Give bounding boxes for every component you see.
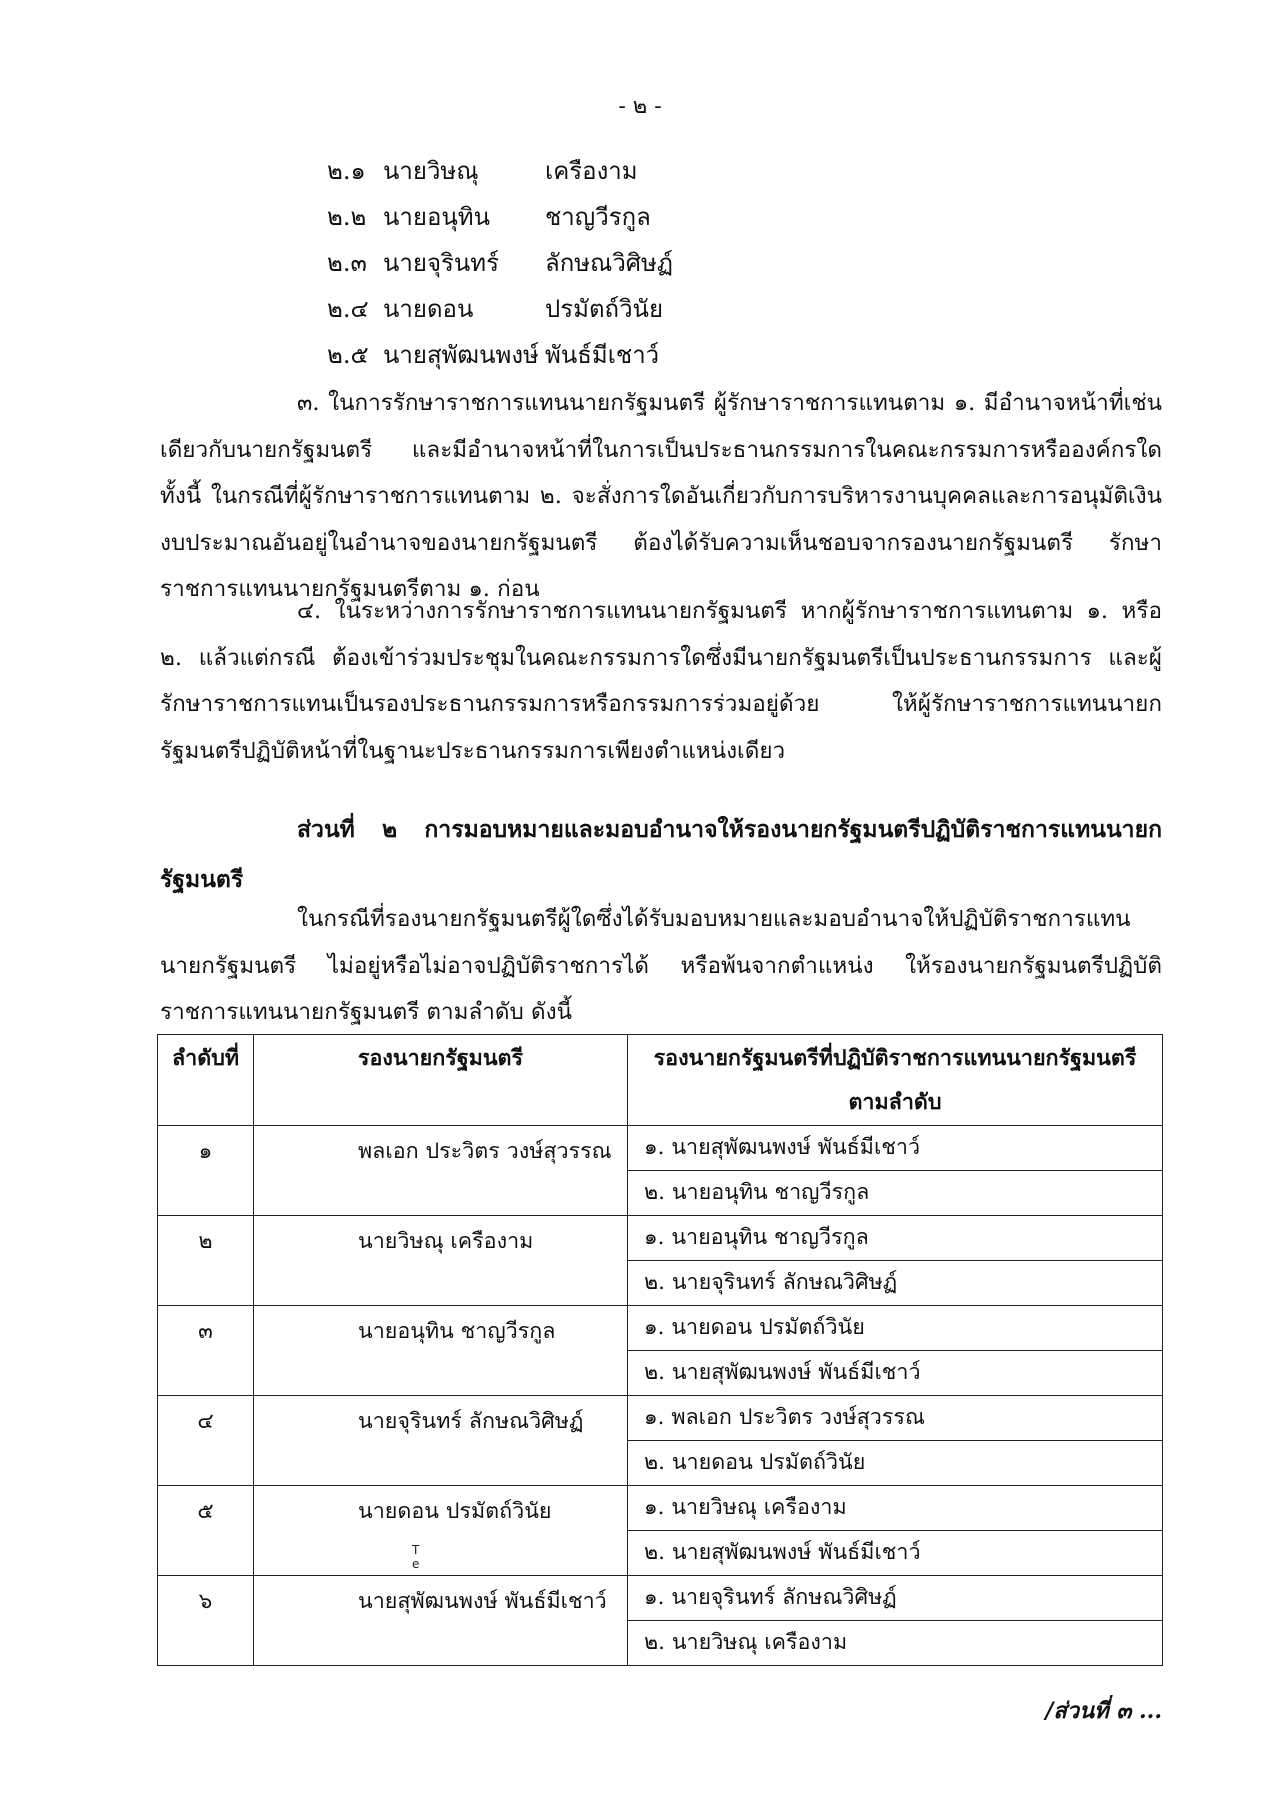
- member-given-name: นายจุรินทร์: [383, 249, 500, 277]
- section-2-intro: ในกรณีที่รองนายกรัฐมนตรีผู้ใดซึ่งได้รับมอบหมายและมอบอำนาจให้ปฏิบัติราชการแทนนายกรัฐมนตรี ไม่อยู่หรือไม่อาจปฏิบัติราชการได้ หรือพ้นจากตำแหน่ง ให้รองนายกรัฐมนตรีปฏิบัติราชการแทนนายกรัฐมนตรี ตามลำดับ ดังนี้: [160, 906, 1162, 1025]
- acting-cell: ๒. นายอนุทิน ชาญวีรกูล: [628, 1171, 1163, 1216]
- list-item: [327, 240, 673, 286]
- table-row: [158, 1576, 1163, 1621]
- stray-mark-char: T: [412, 1543, 420, 1557]
- deputy-cell: นายจุรินทร์ ลักษณวิศิษฏ์: [254, 1396, 628, 1486]
- acting-cell: ๒. นายสุพัฒนพงษ์ พันธ์มีเชาว์: [628, 1531, 1163, 1576]
- paragraph-3: ๓. ในการรักษาราชการแทนนายกรัฐมนตรี ผู้รักษาราชการแทนตาม ๑. มีอำนาจหน้าที่เช่นเดียวกับนายกรัฐมนตรี และมีอำนาจหน้าที่ในการเป็นประธานกรรมการในคณะกรรมการหรือองค์กรใด ทั้งนี้ ในกรณีที่ผู้รักษาราชการแทนตาม ๒. จะสั่งการใดอันเกี่ยวกับการบริหารงานบุคคลและการอนุมัติเงินงบประมาณอันอยู่ในอำนาจของนายกรัฐมนตรี ต้องได้รับความเห็นชอบจากรองนายกรัฐมนตรี รักษาราชการแทนนายกรัฐมนตรีตาม ๑. ก่อน: [160, 390, 1162, 602]
- acting-cell: ๒. นายวิษณุ เครืองาม: [628, 1621, 1163, 1666]
- order-cell: ๕: [158, 1486, 254, 1576]
- succession-table: [157, 1034, 1163, 1666]
- header-order: ลำดับที่: [158, 1035, 254, 1126]
- member-number: ๒.๒: [327, 203, 367, 231]
- acting-cell: ๑. นายดอน ปรมัตถ์วินัย: [628, 1306, 1163, 1351]
- member-surname: เครืองาม: [545, 157, 638, 185]
- acting-cell: ๒. นายจุรินทร์ ลักษณวิศิษฏ์: [628, 1261, 1163, 1306]
- order-cell: ๔: [158, 1396, 254, 1486]
- member-number: ๒.๓: [327, 249, 367, 277]
- order-cell: ๑: [158, 1126, 254, 1216]
- list-item: [327, 332, 673, 378]
- deputy-cell: นายดอน ปรมัตถ์วินัย: [254, 1486, 628, 1576]
- continuation-note: /ส่วนที่ ๓ ...: [1045, 1698, 1162, 1724]
- deputy-cell: นายสุพัฒนพงษ์ พันธ์มีเชาว์: [254, 1576, 628, 1666]
- header-deputy: รองนายกรัฐมนตรี: [254, 1035, 628, 1126]
- deputy-cell: นายอนุทิน ชาญวีรกูล: [254, 1306, 628, 1396]
- member-number: ๒.๔: [327, 295, 369, 323]
- member-surname: ชาญวีรกูล: [545, 203, 651, 231]
- list-item: [327, 148, 673, 194]
- table-row: [158, 1216, 1163, 1261]
- table-header-row: [158, 1035, 1163, 1126]
- list-item: [327, 194, 673, 240]
- paragraph-4: ๔. ในระหว่างการรักษาราชการแทนนายกรัฐมนตรี หากผู้รักษาราชการแทนตาม ๑. หรือ ๒. แล้วแต่กรณี ต้องเข้าร่วมประชุมในคณะกรรมการใดซึ่งมีนายกรัฐมนตรีเป็นประธานกรรมการ และผู้รักษาราชการแทนเป็นรองประธานกรรมการหรือกรรมการร่วมอยู่ด้วย ให้ผู้รักษาราชการแทนนายกรัฐมนตรีปฏิบัติหน้าที่ในฐานะประธานกรรมการเพียงตำแหน่งเดียว: [160, 598, 1162, 764]
- member-surname: ปรมัตถ์วินัย: [545, 295, 664, 323]
- order-cell: ๓: [158, 1306, 254, 1396]
- order-cell: ๖: [158, 1576, 254, 1666]
- member-given-name: นายวิษณุ: [383, 157, 479, 185]
- member-given-name: นายอนุทิน: [383, 203, 490, 231]
- acting-cell: ๒. นายสุพัฒนพงษ์ พันธ์มีเชาว์: [628, 1351, 1163, 1396]
- order-cell: ๒: [158, 1216, 254, 1306]
- stray-mark-char: e: [412, 1557, 420, 1571]
- member-given-name: นายสุพัฒนพงษ์: [383, 341, 539, 369]
- member-number: ๒.๑: [327, 157, 366, 185]
- header-acting: รองนายกรัฐมนตรีที่ปฏิบัติราชการแทนนายกรัฐมนตรี ตามลำดับ: [628, 1035, 1163, 1126]
- acting-cell: ๑. พลเอก ประวิตร วงษ์สุวรรณ: [628, 1396, 1163, 1441]
- member-number: ๒.๕: [327, 341, 369, 369]
- table-row: [158, 1306, 1163, 1351]
- member-surname: พันธ์มีเชาว์: [545, 341, 660, 369]
- page-number: - ๒ -: [618, 94, 662, 119]
- table-row: [158, 1486, 1163, 1531]
- acting-cell: ๑. นายจุรินทร์ ลักษณวิศิษฏ์: [628, 1576, 1163, 1621]
- deputy-cell: นายวิษณุ เครืองาม: [254, 1216, 628, 1306]
- stray-mark: [412, 1543, 419, 1571]
- acting-cell: ๑. นายอนุทิน ชาญวีรกูล: [628, 1216, 1163, 1261]
- acting-cell: ๒. นายดอน ปรมัตถ์วินัย: [628, 1441, 1163, 1486]
- table-row: [158, 1126, 1163, 1171]
- member-given-name: นายดอน: [383, 295, 474, 323]
- deputy-cell: พลเอก ประวิตร วงษ์สุวรรณ: [254, 1126, 628, 1216]
- member-surname: ลักษณวิศิษฏ์: [545, 249, 673, 277]
- list-item: [327, 286, 673, 332]
- member-list: [327, 148, 673, 378]
- section-2-heading: ส่วนที่ ๒ การมอบหมายและมอบอำนาจให้รองนายกรัฐมนตรีปฏิบัติราชการแทนนายกรัฐมนตรี: [160, 816, 1162, 893]
- acting-cell: ๑. นายวิษณุ เครืองาม: [628, 1486, 1163, 1531]
- acting-cell: ๑. นายสุพัฒนพงษ์ พันธ์มีเชาว์: [628, 1126, 1163, 1171]
- table-row: [158, 1396, 1163, 1441]
